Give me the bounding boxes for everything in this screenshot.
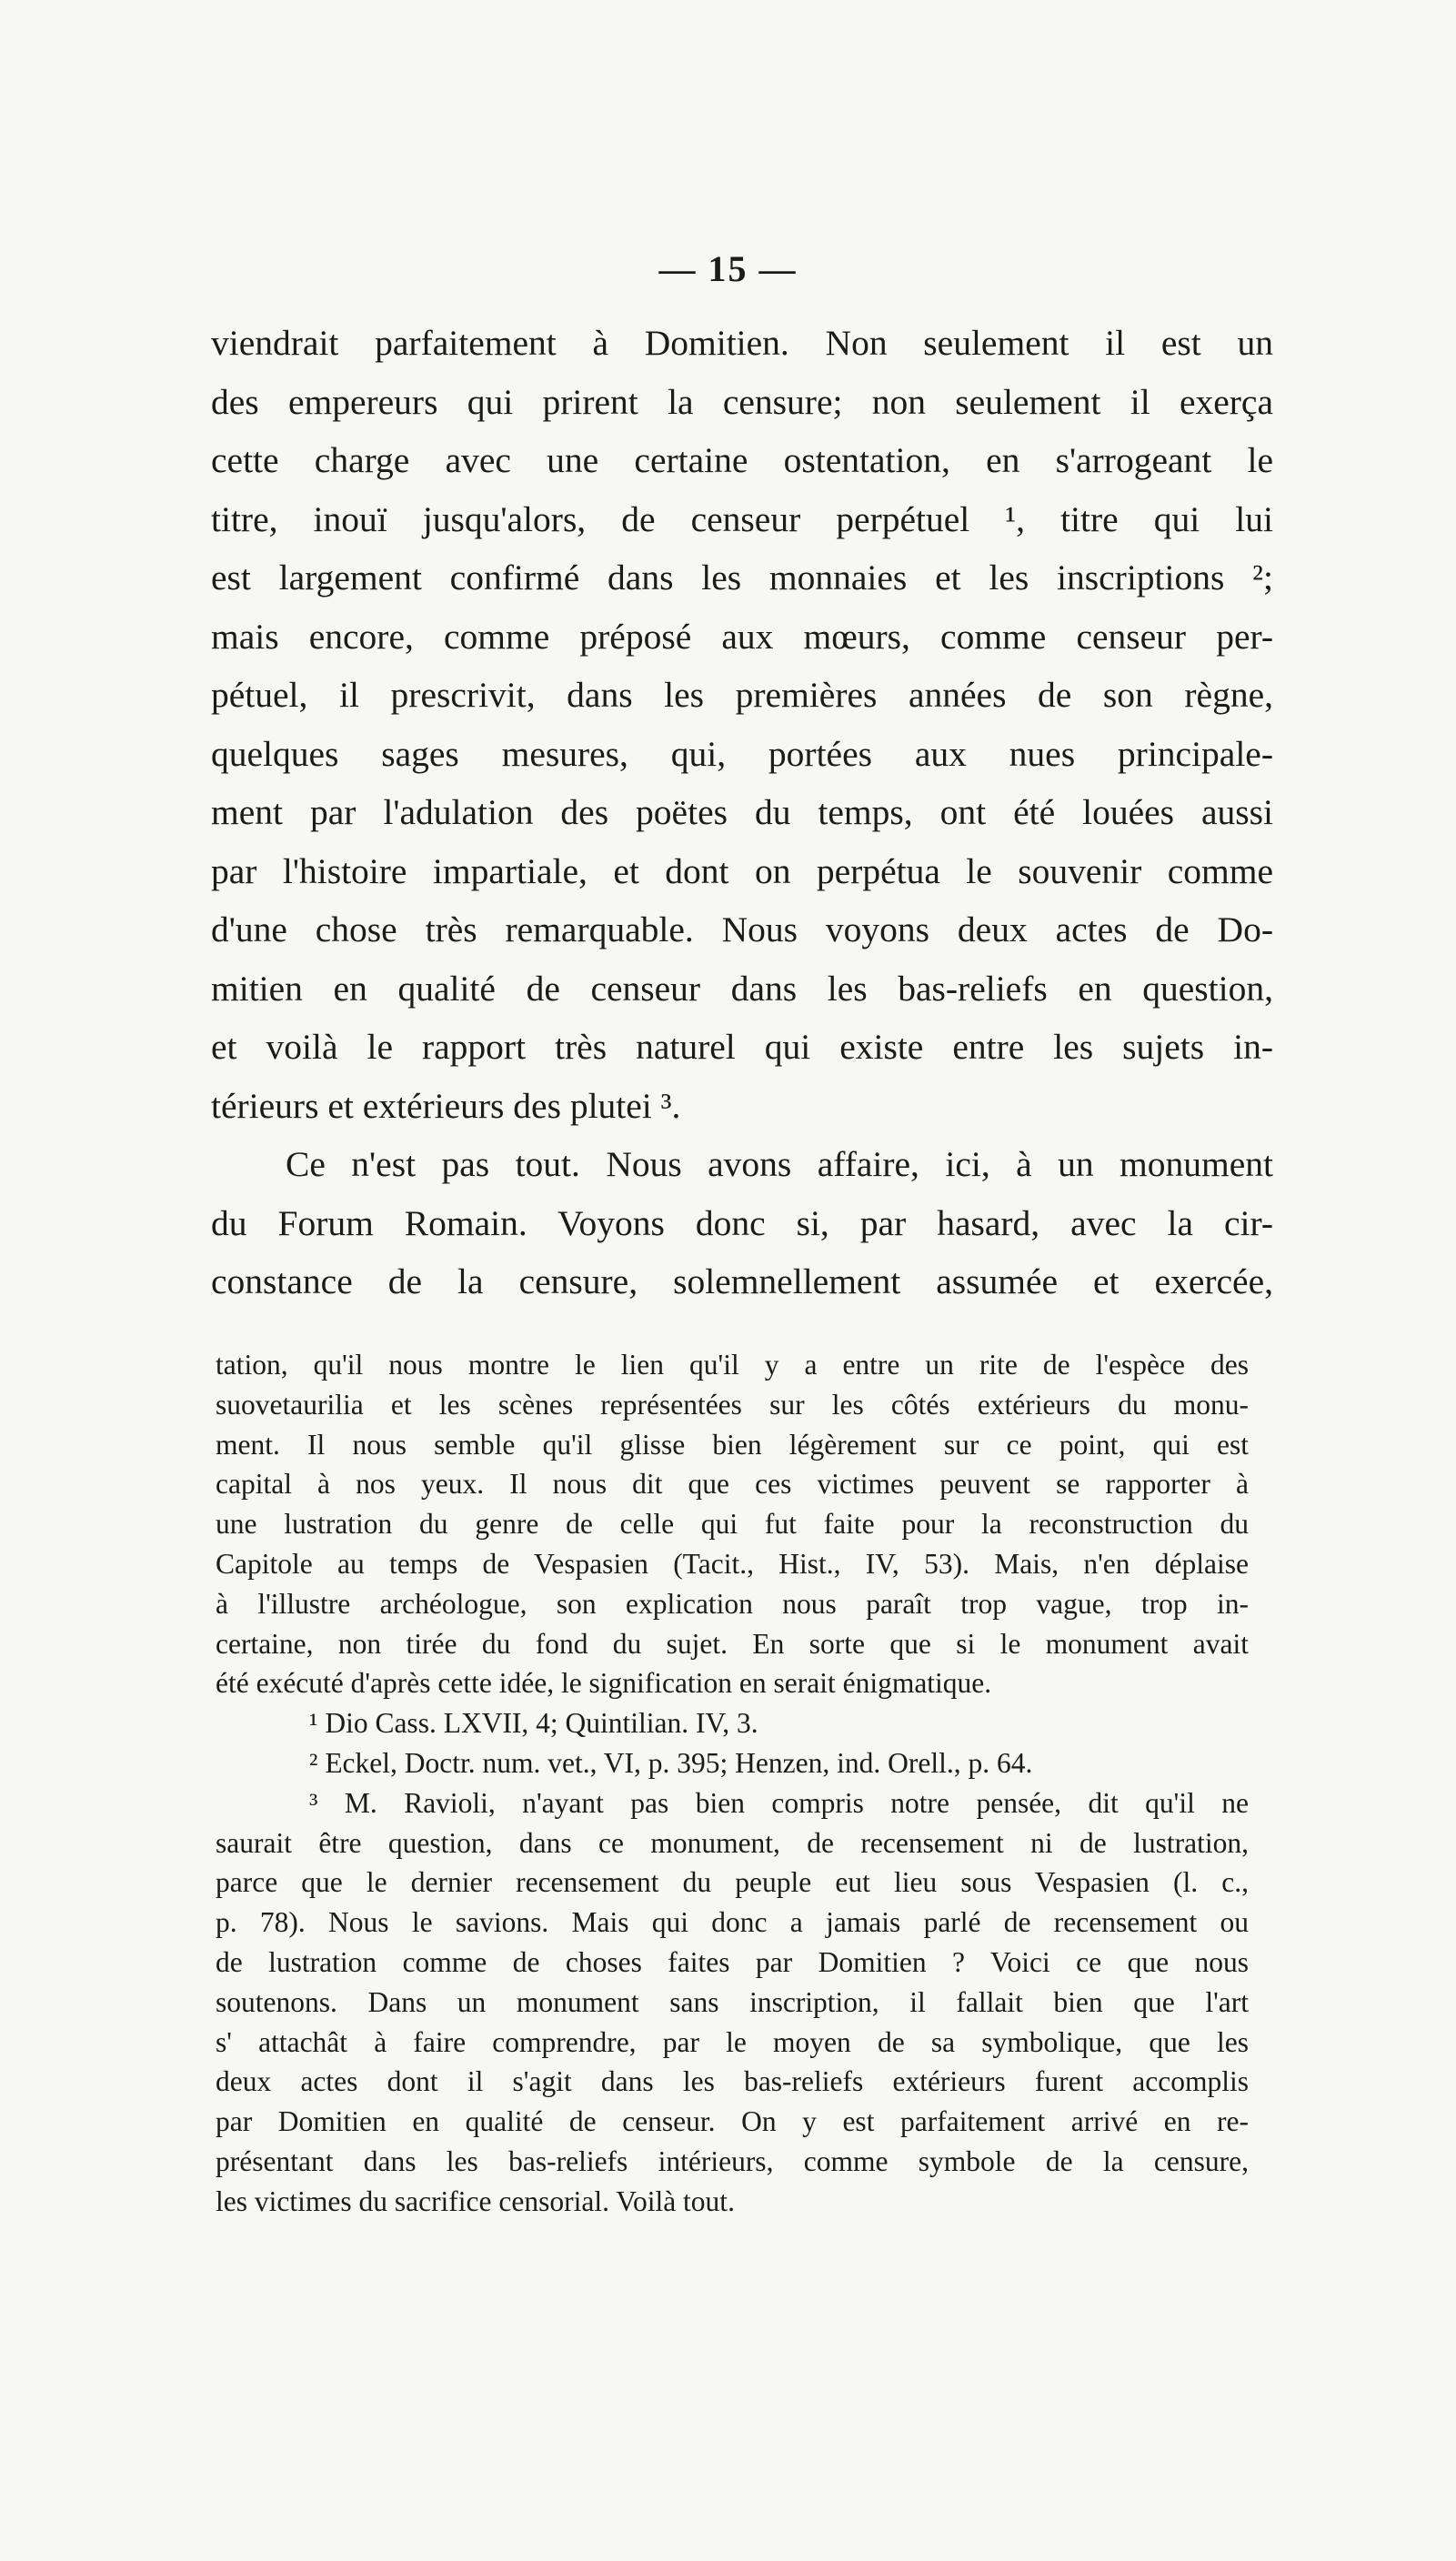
footnote-continuation-line: Capitole au temps de Vespasien (Tacit., Hist., IV, 53). Mais, n'en déplaise — [216, 1547, 1249, 1580]
text-line: ment par l'adulation des poëtes du temps, ont été louées aussi — [211, 792, 1273, 832]
text-line: est largement confirmé dans les monnaies et les inscriptions ²; — [211, 557, 1273, 598]
text-line: du Forum Romain. Voyons donc si, par hasard, avec la cir- — [211, 1202, 1273, 1243]
footnote-continuation-line: tation, qu'il nous montre le lien qu'il y a entre un rite de l'espèce des — [216, 1349, 1249, 1381]
text-line: mais encore, comme préposé aux mœurs, comme censeur per- — [211, 616, 1273, 657]
footnote-3-line: ³ M. Ravioli, n'ayant pas bien compris notre pensée, dit qu'il ne — [309, 1786, 1249, 1819]
footnote-continuation-line: suovetaurilia et les scènes représentées sur les côtés extérieurs du monu- — [216, 1388, 1249, 1421]
footnote-1: ¹ Dio Cass. LXVII, 4; Quintilian. IV, 3. — [309, 1707, 758, 1740]
footnote-continuation-line: à l'illustre archéologue, son explication nous paraît trop vague, trop in- — [216, 1587, 1249, 1620]
footnote-continuation-line: ment. Il nous semble qu'il glisse bien légèrement sur ce point, qui est — [216, 1428, 1249, 1461]
footnotes-block — [216, 1345, 1249, 2222]
footnote-3-line: p. 78). Nous le savions. Mais qui donc a jamais parlé de recensement ou — [216, 1906, 1249, 1939]
footnote-continuation-line: une lustration du genre de celle qui fut faite pour la reconstruction du — [216, 1508, 1249, 1541]
text-line: cette charge avec une certaine ostentation, en s'arrogeant le — [211, 440, 1273, 480]
text-line: térieurs et extérieurs des plutei ³. — [211, 1085, 681, 1126]
footnote-3-line: deux actes dont il s'agit dans les bas-reliefs extérieurs furent accomplis — [216, 2065, 1249, 2098]
text-line: par l'histoire impartiale, et dont on perpétua le souvenir comme — [211, 850, 1273, 891]
footnote-continuation-line: capital à nos yeux. Il nous dit que ces victimes peuvent se rapporter à — [216, 1468, 1249, 1501]
page-number: — 15 — — [658, 248, 798, 289]
text-line: Ce n'est pas tout. Nous avons affaire, ici, à un monument — [286, 1144, 1273, 1184]
text-line: pétuel, il prescrivit, dans les premières années de son règne, — [211, 675, 1273, 715]
footnote-3-line: par Domitien en qualité de censeur. On y est parfaitement arrivé en re- — [216, 2105, 1249, 2138]
footnote-continuation-line: certaine, non tirée du fond du sujet. En sorte que si le monument avait — [216, 1627, 1249, 1660]
main-text-block — [211, 314, 1273, 1311]
footnote-continuation-line: été exécuté d'après cette idée, le signification en serait énigmatique. — [216, 1667, 992, 1700]
text-line: viendrait parfaitement à Domitien. Non seulement il est un — [211, 323, 1273, 363]
footnote-3-line: soutenons. Dans un monument sans inscription, il fallait bien que l'art — [216, 1985, 1249, 2018]
footnote-3-line: de lustration comme de choses faites par Domitien ? Voici ce que nous — [216, 1945, 1249, 1978]
text-line: d'une chose très remarquable. Nous voyons deux actes de Do- — [211, 909, 1273, 949]
footnote-3-line: présentant dans les bas-reliefs intérieurs, comme symbole de la censure, — [216, 2144, 1249, 2177]
text-line: et voilà le rapport très naturel qui existe entre les sujets in- — [211, 1027, 1273, 1067]
footnote-3-line: les victimes du sacrifice censorial. Voilà tout. — [216, 2184, 735, 2217]
footnote-3-line: parce que le dernier recensement du peuple eut lieu sous Vespasien (l. c., — [216, 1866, 1249, 1899]
footnote-3-line: saurait être question, dans ce monument, de recensement ni de lustration, — [216, 1826, 1249, 1859]
footnote-2: ² Eckel, Doctr. num. vet., VI, p. 395; Henzen, ind. Orell., p. 64. — [309, 1746, 1033, 1779]
text-line: mitien en qualité de censeur dans les bas-reliefs en question, — [211, 968, 1273, 1009]
text-line: quelques sages mesures, qui, portées aux nues principale- — [211, 733, 1273, 774]
text-line: titre, inouï jusqu'alors, de censeur perpétuel ¹, titre qui lui — [211, 498, 1273, 539]
text-line: constance de la censure, solemnellement assumée et exercée, — [211, 1261, 1273, 1301]
text-line: des empereurs qui prirent la censure; non seulement il exerça — [211, 381, 1273, 422]
footnote-3-line: s' attachât à faire comprendre, par le moyen de sa symbolique, que les — [216, 2025, 1249, 2058]
